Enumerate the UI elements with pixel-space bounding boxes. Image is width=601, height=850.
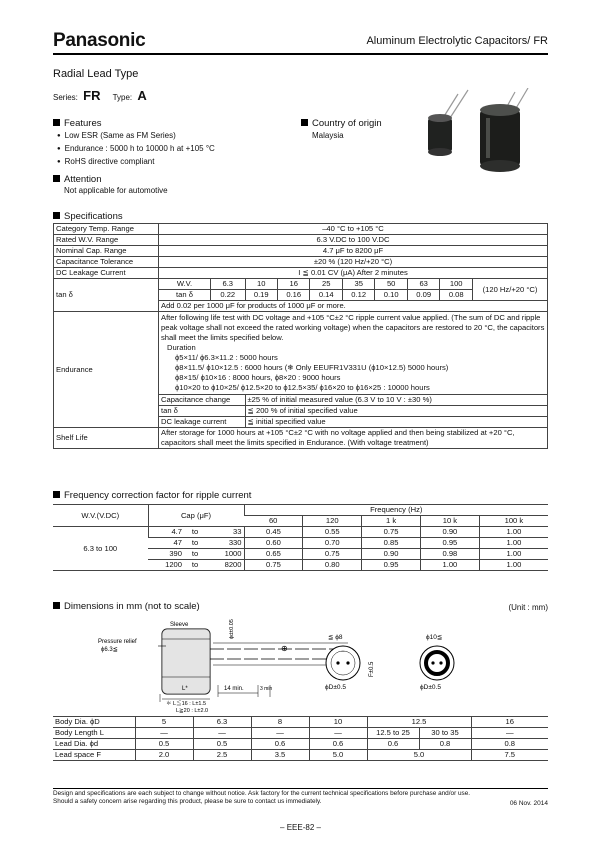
- dim-cell: 0.8: [471, 739, 548, 750]
- duration-item: ϕ8×11.5/ ϕ10×12.5 : 6000 hours (❄ Only EEUFR1V331U (ϕ10×12.5) 5000 hours): [175, 363, 449, 372]
- type-label: Type:: [112, 93, 133, 102]
- dim-cell: —: [471, 728, 548, 739]
- dim-label: Body Dia. ϕD: [53, 717, 135, 728]
- dim-cell: 3.5: [251, 750, 309, 761]
- tan-delta-label: tan δ: [54, 279, 159, 312]
- cap-header: Cap (μF): [148, 505, 244, 527]
- to-word: to: [184, 560, 206, 571]
- dim-cell: 12.5 to 25: [367, 728, 419, 739]
- voltage-cell: 10: [245, 279, 277, 290]
- attention-heading: Attention: [53, 174, 102, 185]
- attention-text: Not applicable for automotive: [64, 186, 168, 195]
- table-row: [54, 257, 548, 268]
- dim-cell: 0.6: [367, 739, 419, 750]
- table-row: [54, 246, 548, 257]
- spec-value: 6.3 V.DC to 100 V.DC: [159, 235, 548, 246]
- freq-cell: 60: [244, 516, 303, 527]
- freq-cell: 1 k: [362, 516, 421, 527]
- factor-cell: 0.65: [244, 549, 303, 560]
- dimension-drawing: [98, 617, 498, 713]
- length-label: L*: [182, 686, 188, 692]
- voltage-cell: 63: [407, 279, 439, 290]
- dim-cell: 0.6: [309, 739, 367, 750]
- table-row: [54, 268, 548, 279]
- features-heading: Features: [53, 118, 102, 129]
- lead-dia-label: ϕd±0.05: [229, 619, 235, 639]
- table-row: [53, 750, 548, 761]
- capacitor-photo: [400, 88, 550, 178]
- dim-cell: 0.5: [193, 739, 251, 750]
- factor-cell: 0.85: [362, 538, 421, 549]
- endurance-label: Endurance: [54, 312, 159, 428]
- spec-value: –40 °C to +105 °C: [159, 224, 548, 235]
- table-row: [53, 717, 548, 728]
- cap-from: 47: [148, 538, 184, 549]
- dim-cell: 6.3: [193, 717, 251, 728]
- dim-label: Body Length L: [53, 728, 135, 739]
- dim-cell: 8: [251, 717, 309, 728]
- dimensions-table: [53, 716, 548, 761]
- factor-cell: 0.90: [420, 527, 479, 538]
- spec-label: Nominal Cap. Range: [54, 246, 159, 257]
- polarity-plus: ⊕: [281, 644, 288, 653]
- dim-cell: 0.5: [135, 739, 193, 750]
- dim-cell: 7.5: [471, 750, 548, 761]
- shelf-life-label: Shelf Life: [54, 428, 159, 449]
- series-value: FR: [83, 88, 101, 103]
- min-3-label: 3 min: [260, 686, 273, 692]
- limit-label: DC leakage current: [159, 417, 246, 428]
- footer-date: 06 Nov. 2014: [509, 800, 548, 807]
- dim-cell: 2.0: [135, 750, 193, 761]
- spec-label: DC Leakage Current: [54, 268, 159, 279]
- dim-cell: 0.6: [251, 739, 309, 750]
- cap-from: 390: [148, 549, 184, 560]
- freq-header: Frequency (Hz): [244, 505, 548, 516]
- table-row: [54, 235, 548, 246]
- freq-cell: 120: [303, 516, 362, 527]
- list-item: ● Endurance : 5000 h to 10000 h at +105 °C: [57, 143, 215, 156]
- tan-condition: (120 Hz/+20 °C): [473, 279, 548, 301]
- tan-note: Add 0.02 per 1000 μF for products of 1000 μF or more.: [159, 301, 548, 312]
- voltage-cell: 25: [310, 279, 342, 290]
- min-14-label: 14 min.: [224, 686, 244, 692]
- spec-label: Rated W.V. Range: [54, 235, 159, 246]
- specifications-table: [53, 223, 548, 449]
- limit-label: Capacitance change: [159, 395, 246, 406]
- type-value: A: [137, 88, 147, 103]
- document-title: Aluminum Electrolytic Capacitors/ FR: [366, 35, 548, 47]
- dia-label: ϕD±0.5: [325, 684, 346, 691]
- list-item: ● Low ESR (Same as FM Series): [57, 130, 215, 143]
- dim-cell: 5: [135, 717, 193, 728]
- voltage-cell: 50: [375, 279, 407, 290]
- factor-cell: 0.75: [244, 560, 303, 571]
- factor-cell: 0.95: [420, 538, 479, 549]
- specifications-heading: Specifications: [53, 211, 123, 222]
- factor-cell: 0.70: [303, 538, 362, 549]
- spec-label: Category Temp. Range: [54, 224, 159, 235]
- lead-space-label: F±0.5: [369, 661, 375, 677]
- length-note: ＊ L≦16 : L±1.5: [166, 701, 207, 707]
- tan-cell: 0.22: [211, 290, 246, 301]
- dimensions-heading: Dimensions in mm (not to scale): [53, 601, 200, 612]
- table-row: [53, 527, 548, 538]
- footer-rule: [53, 788, 548, 789]
- table-row: [53, 739, 548, 750]
- series-label: Series:: [53, 93, 78, 102]
- tan-cell: 0.10: [375, 290, 407, 301]
- limit-value: ±25 % of initial measured value (6.3 V to 10 V : ±30 %): [245, 395, 548, 406]
- dim-label: Lead space F: [53, 750, 135, 761]
- voltage-cell: 100: [440, 279, 473, 290]
- factor-cell: 1.00: [420, 560, 479, 571]
- brand-logo: Panasonic: [53, 30, 146, 51]
- factor-cell: 0.98: [420, 549, 479, 560]
- duration-item: ϕ10×20 to ϕ10×25/ ϕ12.5×20 to ϕ12.5×35/ ϕ16×20 to ϕ16×25 : 10000 hours: [175, 383, 430, 392]
- dim-cell: —: [251, 728, 309, 739]
- series-line: [53, 88, 157, 103]
- dim-cell: 2.5: [193, 750, 251, 761]
- to-word: to: [184, 527, 206, 538]
- footer-disclaimer: [53, 790, 470, 806]
- dim-cell: —: [193, 728, 251, 739]
- tan-cell: 0.09: [407, 290, 439, 301]
- dim-cell: 5.0: [367, 750, 471, 761]
- limit-value: ≦ 200 % of initial specified value: [245, 406, 548, 417]
- dim-cell: 10: [309, 717, 367, 728]
- freq-cell: 100 k: [479, 516, 548, 527]
- factor-cell: 0.95: [362, 560, 421, 571]
- pressure-relief-label: Pressure relief: [98, 639, 137, 645]
- spec-value: I ≦ 0.01 CV (μA) After 2 minutes: [159, 268, 548, 279]
- length-note: L≧20 : L±2.0: [176, 708, 209, 713]
- tan-cell: 0.16: [277, 290, 309, 301]
- spec-value: ±20 % (120 Hz/+20 °C): [159, 257, 548, 268]
- cap-from: 4.7: [148, 527, 184, 538]
- features-list: [57, 130, 215, 169]
- wv-header: W.V.(V.DC): [53, 505, 148, 527]
- large-can-label: ϕ10≦: [426, 634, 443, 641]
- to-word: to: [184, 549, 206, 560]
- unit-label: (Unit : mm): [508, 603, 548, 612]
- factor-cell: 0.75: [362, 527, 421, 538]
- factor-cell: 0.90: [362, 549, 421, 560]
- endurance-text: After following life test with DC voltage and +105 °C±2 °C ripple current value applied. (The sum of DC and ripple peak voltage shall not exceed the rated working voltage) when the capacitors are restored to 20 °C, the capacitors shall meet the limits specified below.: [161, 313, 545, 342]
- table-row: [54, 312, 548, 395]
- limit-label: tan δ: [159, 406, 246, 417]
- factor-cell: 1.00: [479, 549, 548, 560]
- factor-cell: 1.00: [479, 560, 548, 571]
- tan-cell: 0.14: [310, 290, 342, 301]
- table-row: [53, 728, 548, 739]
- page-number: – EEE-82 –: [280, 823, 321, 832]
- cap-upto: 8200: [206, 560, 244, 571]
- duration-item: ϕ8×15/ ϕ10×16 : 8000 hours, ϕ8×20 : 9000 hours: [175, 373, 341, 382]
- factor-cell: 0.45: [244, 527, 303, 538]
- cap-upto: 33: [206, 527, 244, 538]
- dim-cell: 5.0: [309, 750, 367, 761]
- dim-cell: 16: [471, 717, 548, 728]
- disclaimer-line: Should a safety concern arise regarding this product, please be sure to contact us immediately.: [53, 798, 322, 805]
- limit-value: ≦ initial specified value: [245, 417, 548, 428]
- dim-cell: 12.5: [367, 717, 471, 728]
- tan-cell: 0.12: [342, 290, 374, 301]
- tan-cell: 0.08: [440, 290, 473, 301]
- ripple-heading: Frequency correction factor for ripple current: [53, 490, 251, 501]
- list-item: ● RoHS directive compliant: [57, 156, 215, 169]
- factor-cell: 0.60: [244, 538, 303, 549]
- cap-upto: 330: [206, 538, 244, 549]
- cap-upto: 1000: [206, 549, 244, 560]
- factor-cell: 1.00: [479, 538, 548, 549]
- dim-cell: 30 to 35: [419, 728, 471, 739]
- shelf-life-text: After storage for 1000 hours at +105 °C±2 °C with no voltage applied and then being stabilized at +20 °C, capacitors shall meet the limits specified in Endurance. (With voltage treatment): [159, 428, 548, 449]
- dim-label: Lead Dia. ϕd: [53, 739, 135, 750]
- header-rule: [53, 53, 548, 55]
- dim-cell: 0.8: [419, 739, 471, 750]
- to-word: to: [184, 538, 206, 549]
- dia-label: ϕD±0.5: [420, 684, 441, 691]
- cap-from: 1200: [148, 560, 184, 571]
- wv-header: W.V.: [159, 279, 211, 290]
- small-can-label: ≦ ϕ8: [328, 634, 343, 641]
- pressure-relief-size: ϕ6.3≦: [101, 647, 118, 653]
- subtitle: Radial Lead Type: [53, 68, 139, 80]
- factor-cell: 1.00: [479, 527, 548, 538]
- minus-mark: –: [341, 649, 345, 655]
- tan-cell: 0.19: [245, 290, 277, 301]
- freq-cell: 10 k: [420, 516, 479, 527]
- disclaimer-line: Design and specifications are each subject to change without notice. Ask factory for the current technical specifications before purchase and/or use.: [53, 790, 471, 797]
- wv-value: 6.3 to 100: [53, 527, 148, 571]
- tan-header: tan δ: [159, 290, 211, 301]
- duration-item: ϕ5×11/ ϕ6.3×11.2 : 5000 hours: [175, 353, 278, 362]
- spec-label: Capacitance Tolerance: [54, 257, 159, 268]
- factor-cell: 0.80: [303, 560, 362, 571]
- table-row: [54, 428, 548, 449]
- origin-value: Malaysia: [312, 131, 344, 140]
- sleeve-label: Sleeve: [170, 622, 189, 628]
- table-row: [54, 279, 548, 290]
- dim-cell: —: [135, 728, 193, 739]
- factor-cell: 0.75: [303, 549, 362, 560]
- voltage-cell: 6.3: [211, 279, 246, 290]
- voltage-cell: 16: [277, 279, 309, 290]
- factor-cell: 0.55: [303, 527, 362, 538]
- spec-value: 4.7 μF to 8200 μF: [159, 246, 548, 257]
- table-row: [54, 224, 548, 235]
- table-row: [53, 505, 548, 516]
- dim-cell: —: [309, 728, 367, 739]
- ripple-table: [53, 504, 548, 571]
- duration-title: Duration: [167, 343, 196, 352]
- origin-heading: Country of origin: [301, 118, 382, 129]
- voltage-cell: 35: [342, 279, 374, 290]
